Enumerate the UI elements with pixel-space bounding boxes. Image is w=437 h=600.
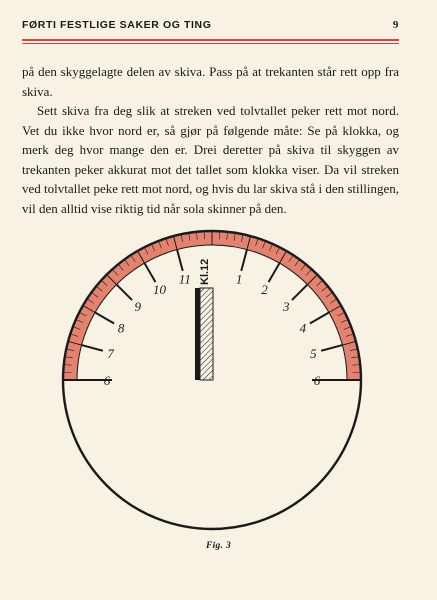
- hour-line: [321, 345, 342, 351]
- running-title: FØRTI FESTLIGE SAKER OG TING: [22, 19, 212, 31]
- gnomon-shadow: [200, 288, 213, 380]
- hour-line: [117, 285, 133, 301]
- hour-label-right: 1: [235, 271, 243, 287]
- hour-label-left: 10: [153, 282, 166, 298]
- paragraph-instructions: Sett skiva fra deg slik at streken ved tolvtallet peker rett mot nord. Vet du ikke hvor nord er, så gjør på følgende måte: Se på klokka, og merk deg hvor mange den er. Drei deretter på skiva til skyggen av trekanten peker akkurat mot det tallet som klokka viser. Da vil streken ved tolvtallet peke rett mot nord, og hvis du lar skiva stå i den stillingen, vil den alltid vise riktig tid når sola skinner på den.: [22, 103, 399, 216]
- noon-label: Kl.12: [199, 258, 211, 285]
- page-number: 9: [392, 19, 399, 31]
- hour-line: [292, 285, 308, 301]
- hour-label-left: 7: [107, 345, 114, 361]
- gnomon-bar: [195, 288, 200, 380]
- hour-line: [145, 263, 156, 282]
- hour-label-right: 6: [313, 373, 321, 388]
- hour-label-right: 4: [299, 320, 307, 336]
- hour-line: [95, 313, 114, 324]
- hour-line: [269, 263, 280, 282]
- hour-label-left: 8: [117, 320, 125, 336]
- hour-label-right: 2: [261, 282, 268, 298]
- hour-line: [177, 250, 183, 271]
- hour-label-left: 9: [134, 298, 142, 314]
- hour-line: [310, 313, 329, 324]
- hour-line: [82, 345, 103, 351]
- hour-label-right: 5: [310, 345, 317, 361]
- hour-label-right: 3: [282, 298, 290, 314]
- paragraph-continued: på den skyggelagte delen av skiva. Pass på at trekanten står rett opp fra skiva.: [22, 64, 399, 99]
- hour-label-left: 11: [178, 271, 191, 287]
- figure-caption: Fig. 3: [205, 541, 232, 551]
- hour-label-left: 6: [103, 373, 111, 388]
- hour-line: [241, 250, 247, 271]
